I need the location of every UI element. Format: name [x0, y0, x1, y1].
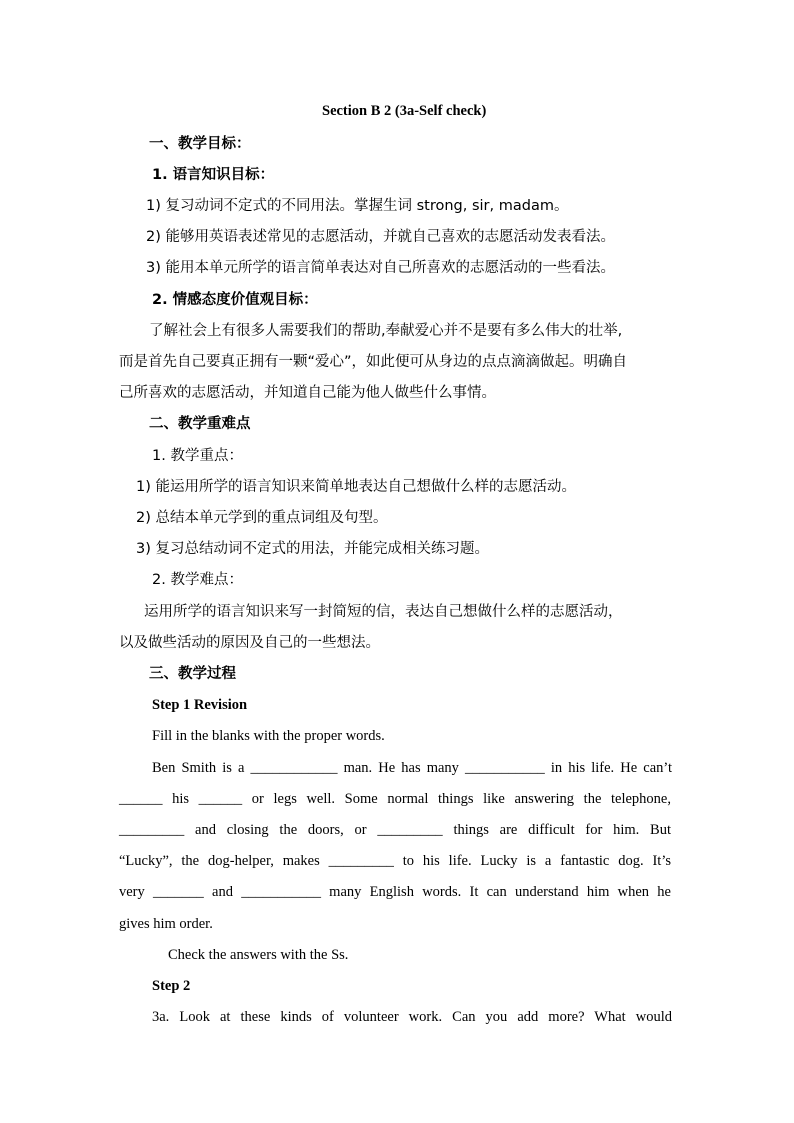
cloze-line-3: _________ and closing the doors, or _________ things are difficult for him. But — [119, 822, 671, 838]
key-point-item-3: 3) 复习总结动词不定式的用法，并能完成相关练习题。 — [136, 541, 489, 557]
key-point-item-1: 1) 能运用所学的语言知识来简单地表达自己想做什么样的志愿活动。 — [136, 479, 576, 495]
subheading-attitude-values: 2. 情感态度价值观目标： — [152, 292, 318, 308]
step1-heading: Step 1 Revision — [152, 697, 248, 713]
objective-item-2: 2) 能够用英语表述常见的志愿活动，并就自己喜欢的志愿活动发表看法。 — [146, 229, 615, 245]
key-point-item-2: 2) 总结本单元学到的重点词组及句型。 — [136, 510, 388, 526]
objective-item-1: 1) 复习动词不定式的不同用法。掌握生词 strong, sir, madam。 — [146, 198, 569, 214]
difficult-points-line-1: 运用所学的语言知识来写一封简短的信，表达自己想做什么样的志愿活动， — [144, 604, 623, 620]
objective-item-3: 3) 能用本单元所学的语言简单表达对自己所喜欢的志愿活动的一些看法。 — [146, 260, 615, 276]
cloze-line-1: Ben Smith is a ____________ man. He has many ___________ in his life. He can’t — [152, 760, 672, 776]
attitude-paragraph-line-2: 而是首先自己要真正拥有一颗“爱心”，如此便可从身边的点点滴滴做起。明确自 — [119, 354, 628, 370]
subheading-difficult-points: 2. 教学难点： — [152, 572, 243, 588]
subheading-language-knowledge: 1. 语言知识目标： — [152, 167, 275, 183]
attitude-paragraph-line-1: 了解社会上有很多人需要我们的帮助,奉献爱心并不是要有多么伟大的壮举, — [149, 323, 623, 339]
step2-heading: Step 2 — [152, 978, 191, 994]
section-heading-objectives: 一、教学目标： — [149, 136, 251, 152]
section-heading-process: 三、教学过程 — [149, 666, 236, 682]
step1-instruction: Fill in the blanks with the proper words. — [152, 728, 385, 744]
section-heading-key-points: 二、教学重难点 — [149, 416, 251, 432]
subheading-key-points: 1. 教学重点： — [152, 448, 243, 464]
cloze-line-2: ______ his ______ or legs well. Some normal things like answering the telephone, — [119, 791, 671, 807]
attitude-paragraph-line-3: 己所喜欢的志愿活动，并知道自己能为他人做些什么事情。 — [119, 385, 496, 401]
difficult-points-line-2: 以及做些活动的原因及自己的一些想法。 — [119, 635, 380, 651]
document-title: Section B 2 (3a-Self check) — [322, 103, 487, 119]
cloze-line-4: “Lucky”, the dog-helper, makes _________ to his life. Lucky is a fantastic dog. It’s — [119, 853, 671, 869]
cloze-line-5: very _______ and ___________ many English words. It can understand him when he — [119, 884, 671, 900]
cloze-line-6: gives him order. — [119, 916, 213, 932]
check-answers-note: Check the answers with the Ss. — [168, 947, 349, 963]
step2-line-1: 3a. Look at these kinds of volunteer work. Can you add more? What would — [152, 1009, 672, 1025]
